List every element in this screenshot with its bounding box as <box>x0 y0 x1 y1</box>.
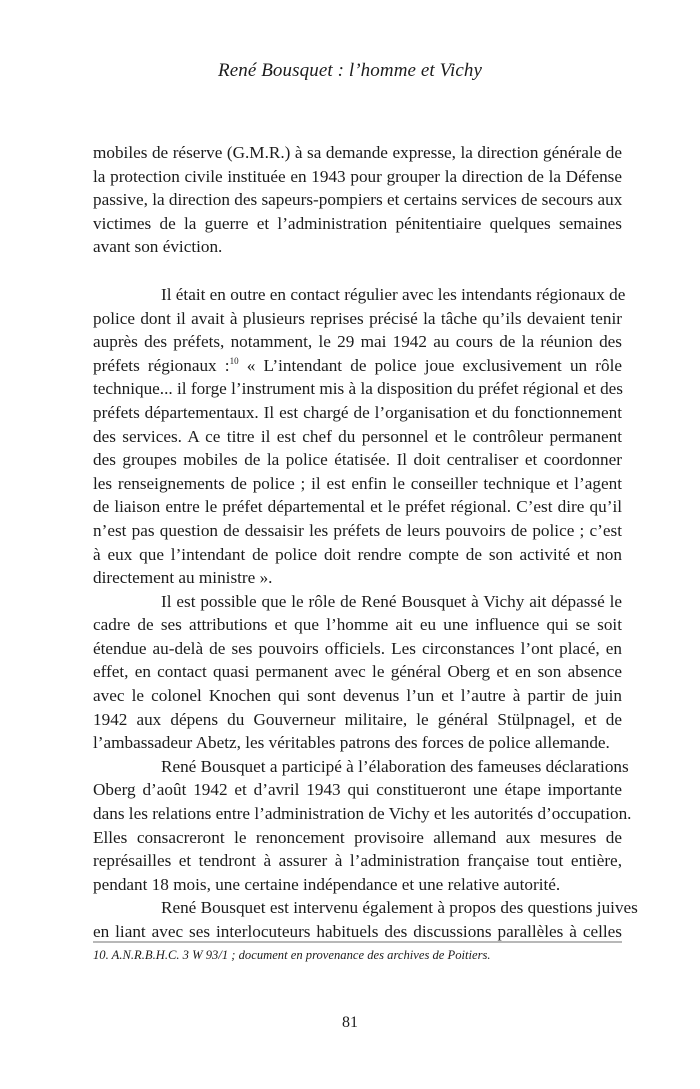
text-line-with-footnote <box>93 354 622 378</box>
paragraph <box>93 896 638 943</box>
paragraph <box>93 141 622 259</box>
paragraph <box>93 590 622 755</box>
text-line: effet, en contact quasi permanent avec le général Oberg et en son absence <box>93 662 622 682</box>
text-line: René Bousquet a participé à l’élaboration des fameuses déclarations <box>161 756 629 776</box>
text-line: à eux que l’intendant de police doit rendre compte de son activité et non <box>93 544 622 564</box>
running-head-title: René Bousquet : l’homme et Vichy <box>218 60 482 81</box>
text-segment: « L’intendant de police joue exclusivement un rôle <box>246 355 623 375</box>
footnote-reference[interactable]: 10 <box>229 355 239 366</box>
text-line: des groupes mobiles de la police étatisée. Il doit centraliser et coordonner <box>93 450 622 470</box>
text-line: les renseignements de police ; il est enfin le conseiller technique et l’agent <box>93 473 622 493</box>
text-line: avant son éviction. <box>93 237 223 257</box>
paragraph-gap <box>93 259 622 283</box>
footnote-separator <box>93 941 622 943</box>
text-line: pendant 18 mois, une certaine indépendance et une relative autorité. <box>93 874 561 894</box>
text-line: mobiles de réserve (G.M.R.) à sa demande expresse, la direction générale de <box>93 143 622 162</box>
text-line: cadre de ses attributions et que l’homme ait eu une influence qui se soit <box>93 615 622 635</box>
text-line: victimes de la guerre et l’administration pénitentiaire quelques semaines <box>93 213 622 233</box>
text-line: l’ambassadeur Abetz, les véritables patrons des forces de police allemande. <box>93 733 610 753</box>
text-line: représailles et tendront à assurer à l’administration française tout entière, <box>93 851 622 871</box>
text-line: la protection civile instituée en 1943 pour grouper la direction de la Défense <box>93 166 622 186</box>
text-segment: préfets régionaux : <box>93 355 230 375</box>
text-line: de liaison entre le préfet départemental et le préfet régional. C’est dire qu’il <box>93 497 622 517</box>
paragraph <box>93 283 626 590</box>
text-line: étendue au-delà de ses pouvoirs officiels. Les circonstances l’ont placé, en <box>93 638 622 658</box>
text-line: n’est pas question de dessaisir les préfets de leurs pouvoirs de police ; c’est <box>93 520 622 540</box>
text-line: technique... il forge l’instrument mis à la disposition du préfet régional et des <box>93 379 623 399</box>
text-line: police dont il avait à plusieurs reprises précisé la tâche qu’ils devaient tenir <box>93 308 622 328</box>
page-number: 81 <box>342 1014 358 1031</box>
text-line: Il était en outre en contact régulier avec les intendants régionaux de <box>161 284 626 304</box>
text-line: dans les relations entre l’administration de Vichy et les autorités d’occupation. <box>93 804 632 824</box>
text-line: Il est possible que le rôle de René Bousquet à Vichy ait dépassé le <box>161 591 622 611</box>
footnote: 10. A.N.R.B.H.C. 3 W 93/1 ; document en provenance des archives de Poitiers. <box>93 948 491 962</box>
text-line: auprès des préfets, notamment, le 29 mai 1942 au cours de la réunion des <box>93 332 622 352</box>
text-line: 1942 aux dépens du Gouverneur militaire, le général Stülpnagel, et de <box>93 709 622 729</box>
text-line: en liant avec ses interlocuteurs habituels des discussions parallèles à celles <box>93 922 622 941</box>
text-line: passive, la direction des sapeurs-pompiers et certains services de secours aux <box>93 190 623 210</box>
text-line: préfets départementaux. Il est chargé de l’organisation et du fonctionnement <box>93 402 622 422</box>
text-line: directement au ministre ». <box>93 568 273 588</box>
text-line: René Bousquet est intervenu également à propos des questions juives <box>161 898 638 918</box>
text-line: avec le colonel Knochen qui sont devenus l’un et l’autre à partir de juin <box>93 686 622 706</box>
body-text <box>93 141 638 944</box>
text-line: Elles consacreront le renoncement provisoire allemand aux mesures de <box>93 827 622 847</box>
text-line: Oberg d’août 1942 et d’avril 1943 qui constitueront une étape importante <box>93 780 622 800</box>
paragraph <box>93 755 632 897</box>
text-line: des services. A ce titre il est chef du personnel et le contrôleur permanent <box>93 426 622 446</box>
